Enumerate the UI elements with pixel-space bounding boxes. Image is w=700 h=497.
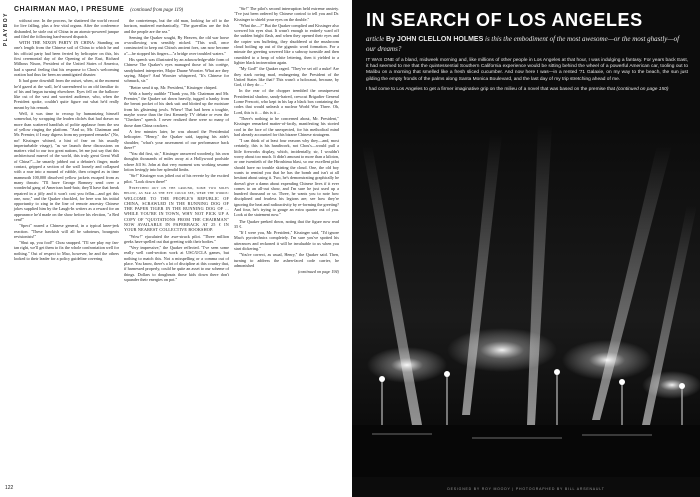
paragraph: "Very impressive," the Quaker reflected. "I've seen some really well card-section work at USC/UCLA games, but nothing to match this. Not a misspelling or a comma out of place. You know, there's a lot of discipline at this country that, if harnessed properly, could be quite an asset to our scheme of things. Dollars to doughnuts those kids down there don't squander their energies on pot." (124, 245, 229, 282)
continued-from-note: (continued from page 119) (130, 8, 184, 13)
paragraph: A few minutes later, he was aboard the Presidential helicopter. "Henry," the Quaker said, tapping his aide's shoulder, "what's your assessment of our performance back there?" (124, 128, 229, 150)
paragraph: "You're correct, as usual, Henry," the Quaker said. Then, turning to address the ashen-faced code carrier, he admonished (234, 252, 339, 268)
paragraph: "If I were you, Mr. President," Kissinger said, "I'd ignore Mao's pyrotechnics completely. I'm sure you've spotted his utterances and reckoned it will be invaluable to us when you start dickering." (234, 230, 339, 252)
article-opener (366, 10, 688, 97)
deck-text: is this the embodiment of the most awesome—or the most ghastly—of our dreams? (366, 35, 680, 53)
paragraph: "Sir!" The pilot's second interruption held extreme anxiety. "I've just been ordered by Chinese control to tell you and Dr. Kissinger to shield your eyes on the double." (234, 6, 339, 22)
paragraph: "My God!" the Quaker raged. "They've set off a nuke! Are they stark raving mad, endangering the President of the United States like that? This wasn't a holocaust, because, by God, if they do ... " (234, 66, 339, 88)
paragraph: "You did first, sir," Kissinger answered woodenly, his own thoughts thousands of miles away at a Hollywood poolside where Jill St. John at that very moment was working sesame lotion lovingly into her splendid limbs. (124, 151, 229, 173)
paragraph: In the rear of the chopper trembled the omnipresent Presidential shadow, sandy-haired, crewcut Brigadier General Lorne Prescott, who kept in his lap a black box containing the codes that would unleash a nuclear World War Three. Oh, Lord, this is it ... this is it ... (234, 88, 339, 115)
paragraph: Well, it was time to recoup by humanizing himself somewhat, by scrapping the leaden clichés that had drawn no more than scattered handfuls of polite applause from the sea of yellow ringing the platform. "And so, Mr. Chairman and Mr. Premier, if I may digress from my prepared remarks" (No, no! Kissinger whined, a hint of fear on his usually imperturbable visage), "as we launch these discussions on matters vital to our two great nations, let me just say that this architectural marvel of the world, this truly great Great Wall of China!"—he smartly jabbed out a debater's finger, made contact, gripped a section of the wall loosely and collapsed with a roar into a mound of rubble, then cringed as in time mammoth 100,000 dissolved yellow jackets escaped from as many throats: "I'll have George Romney send over a wonderful gang of American hard-hats; they'll have that break repaired in a jiffy and it won't cost you fellas—and get this one, now," and the Quaker chuckled, for here was his initial opportunity to zing in the line of remote ancestry Chinese jokes supplied him by the Laugh-In writers as a reward for an appearance he'd made on the show before his election, "a Red cent!" (14, 111, 119, 222)
photo-credits: DESIGNED BY ROY MOODY | PHOTOGRAPHED BY BILL ARSENAULT (447, 487, 605, 491)
paragraph: The Quaker peeked down, noting that the figure now read 35 ¢. (234, 218, 339, 229)
paragraph: "Spect" roared a Chinese general, in a typical knee-jerk reaction. "These hawkish will all be saboteurs, bourgeois revisionists!" (14, 223, 119, 239)
article-title: CHAIRMAN MAO, I PRESUME (14, 6, 125, 13)
paragraph: "What the—?" But the Quaker complied and Kissinger also screwed his eyes shut. It wasn't enough to entirely ward off the sudden bright flash, and when they opened their eyes and the copter was buffeting, they shuddered at the mushroom cloud boiling up out of the gigantic word formation. For a minute the greeting wavered like a subway turnstile and then crumbled to a heap of white lettering, then it yielded to a lighter black incineration again. (234, 22, 339, 65)
headline: IN SEARCH OF LOS ANGELES (366, 10, 643, 30)
intro-text: I had come to Los Angeles to get a firmer imaginative grip on the milieu of a novel that was based on the premise that (366, 86, 616, 92)
paragraph: without one. In the process, he shattered the world record for live falling, plus a few vital organs. After the conference disbanded, he stole out of China in an atomic-powered junque and filed the following hard-nosed dispatch. (14, 18, 119, 39)
paragraph: "There's nothing to be concerned about, Mr. President," Kissinger remarked matter-of-factly, manifesting his storied cool in the face of the unexpected, for his methodical mind had already accounted for this bizarre Chinese stratagem. (234, 115, 339, 137)
right-page (352, 0, 700, 497)
deck-prefix: article (366, 35, 385, 43)
paragraph: His speech was illustrated by an acknowledge-able form of Chinese The Quaker's eyes managed those of his cortège, sandyhaired interpreter, Major Duane Wooster. What are they saying, Major? And Wooster whispered, "It's Chinese for schmuck, sir." (124, 57, 229, 84)
paragraph: Stretched out on the ground, some two miles below, as far as the eye could see, were the words: WELCOME TO THE PEOPLE'S REPUBLIC OF CHINA, SCRAWLED IN THE RUNNING DOG OF THE PAPER TIGER IN THE RUNNING DOG OF ... WHILE YOU'RE IN TOWN, WHY NOT PICK UP A COPY OF "QUOTATIONS FROM THE CHAIRMAN" NOW AVAILABLE IN PAPERBACK AT 25 ¢ IN YOUR NEAREST COLLECTIVE BOOKSHOP. (124, 184, 229, 233)
text-column-2 (124, 18, 229, 283)
paragraph: "I can think of at least four reasons why they—and, most certainly, this is his handiwork, not Chou's—would pull a little fireworks display, which, incidentally, sir, I wouldn't worry about too much. It didn't amount to more than a kiloton, or one twentieth of the Hiroshima blast, so our excellent pilot should have no trouble skirting the cloud. One, the old boy wants to remind you that he has the bomb and isn't at all hesitant about using it. Two, he's demonstrating graphically he doesn't give a damn about expending Chinese lives if it ever comes to an all-out show, and I'm sure he just used up a hundred thousand or so. Three, he wants you to note how disciplined and fearless his legions are; see how they're ignoring the heat and radioactivity by re-forming the greeting? And four, he's trying to gouge an extra quarter out of you. Look at the statement now." (234, 138, 339, 218)
paragraph: the contretemps, but the old man, looking far off to the horizon, muttered mechanically, "The guerrillas are the fish and the people are the sea." (124, 18, 229, 34)
paragraph: "Better send it up, Mr. President," Kissinger chirped. (129, 84, 218, 90)
text-column-3 (234, 6, 339, 276)
intro-paragraph (366, 87, 688, 93)
paragraph: "Shut up, you fool!" Chou snapped. "I'll see play my fan-tan right, we'll get them to fix the whole confrontation well for nothing." Out of respect to Mao, however, he and the others looked to their leader for a policy guideline covering (14, 240, 119, 262)
continued-to-note: (continued on page 194) (297, 269, 339, 275)
paragraph: "Wow!" ejaculated the awe-struck pilot. "Three million geeks have spelled out that greeting with their bodies." (124, 233, 229, 244)
continued-to-note: (continued on page 150) (616, 86, 669, 92)
ground (352, 425, 700, 477)
byline: By JOHN CLELLON HOLMES (386, 36, 484, 43)
intro-paragraph: IT WAS ONE of a bland, midweek morning and, like millions of other people in Los Angeles at that hour, I was indulging a fantasy. For years back East, it had seemed to me that the quintessential Southern California experience would be sitting behind the wheel of a powerful American car, tooling out to Malibu on a morning that smelled like a fresh sliced cucumber. And now here I was—in a rented '71 Galaxie, on my way to the beach, the sun just gilding the empty fronds of the palms along Santa Monica Boulevard, and the last day of my trip stretching ahead of me. (366, 58, 688, 82)
paragraph: WITH THE NIXON PARTY IN CHINA: Standing on one's length from the Chinese soil of China to which he and his official party had been ferried by helicopter on this, his first ceremonial day of the Opening of the East, Richard Milhous Nixon, President of the United States of America, had a sprawl feeling that his response to Chou's welcoming oration had thus far been an unmitigated disaster. (14, 40, 119, 77)
night-cityscape-illustration (352, 125, 700, 477)
paragraph: It had gone downhill from the outset, when, at the moment he'd gazed at the wall, he'd surrendered to an old familiar tic of his and begun turning elsewhere. Eyes fell on the balloon-like cut of the vast and worried audience, who, when the President spoke, couldn't quite figure out what he'd really meant by his remark. (14, 78, 119, 110)
text-column-1 (14, 18, 119, 262)
paragraph: "Sir!" Kissinger was jolted out of his reverie by the excited pilot. "Look down there!" (124, 173, 229, 184)
paragraph: With a barely audible "Thank you, Mr. Chairman and Mr. Premier," the Quaker sat down heavily, tugged a hanky from the breast pocket of his dark suit and blotted up the moisture from his glistening jowls. Whew! That had been a toughie, maybe worse than the first Kennedy TV debate or even the "Checkers" speech. I never realized there were so many of those darn China crackers. (124, 90, 229, 128)
magazine-side-label: PLAYBOY (3, 12, 9, 47)
page-number: 122 (5, 485, 14, 491)
paragraph: Sensing the Quaker sought, By Heaven, the old war horse a-swallowing was sensibly nicked. "This wall, once constructed to keep out China's ancient foes, can now become a"—he stopped his fingers—"a bridge over troubled waters." (124, 34, 229, 56)
deck (366, 35, 688, 53)
